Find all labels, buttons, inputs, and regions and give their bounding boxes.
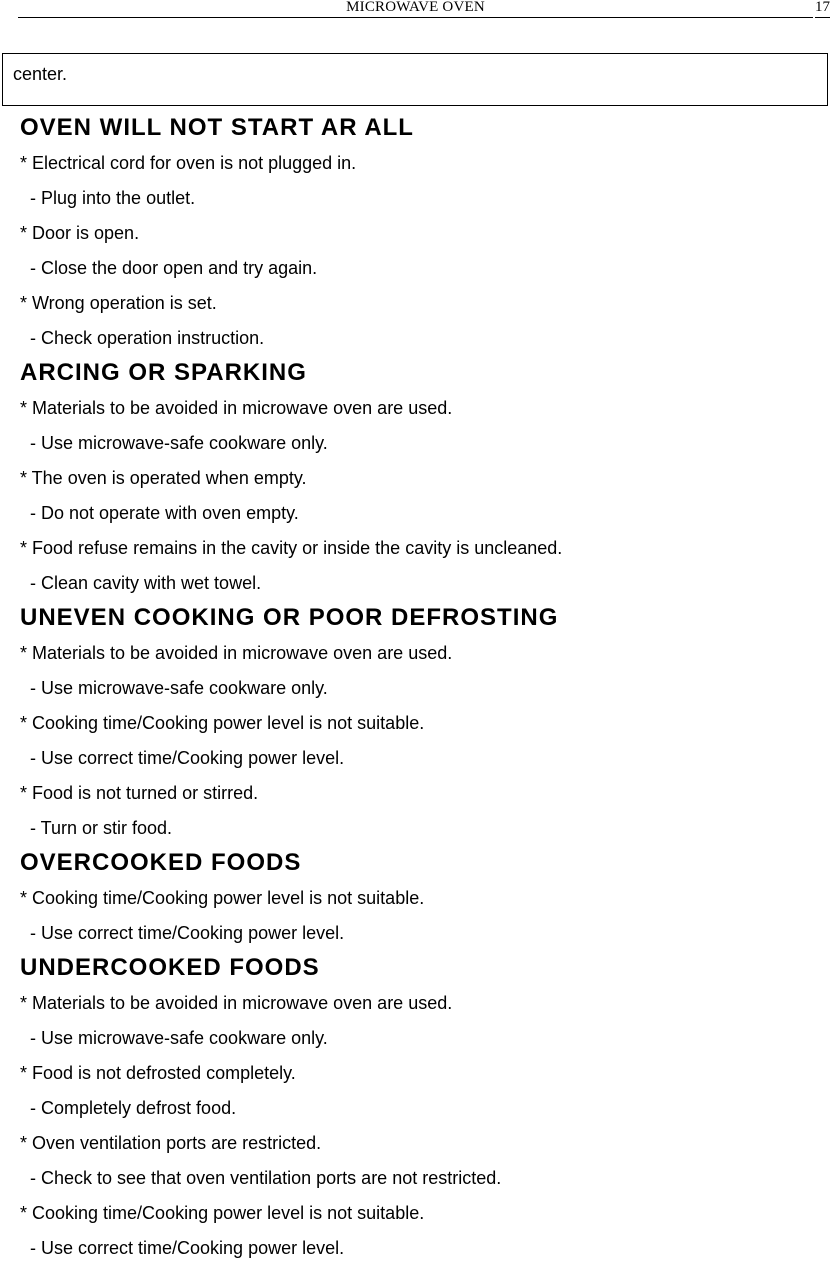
cause-line: * Cooking time/Cooking power level is not suitable. [20, 888, 425, 908]
cause-line: * Materials to be avoided in microwave oven are used. [20, 398, 453, 418]
header-rule-page [815, 17, 830, 18]
remedy-line: - Check operation instruction. [30, 328, 265, 348]
remedy-line: - Check to see that oven ventilation ports are not restricted. [30, 1168, 502, 1188]
remedy-line: - Use microwave-safe cookware only. [30, 433, 328, 453]
cause-line: * Food is not defrosted completely. [20, 1063, 296, 1083]
remedy-line: - Use correct time/Cooking power level. [30, 748, 345, 768]
cause-line: * The oven is operated when empty. [20, 468, 307, 488]
cause-line: * Materials to be avoided in microwave oven are used. [20, 643, 453, 663]
remedy-line: - Use correct time/Cooking power level. [30, 923, 345, 943]
section-heading: UNDERCOOKED FOODS [20, 954, 320, 981]
continuation-text: center. [13, 64, 68, 84]
header-rule [18, 17, 813, 18]
remedy-line: - Clean cavity with wet towel. [30, 573, 262, 593]
remedy-line: - Use microwave-safe cookware only. [30, 1028, 328, 1048]
remedy-line: - Do not operate with oven empty. [30, 503, 299, 523]
remedy-line: - Close the door open and try again. [30, 258, 318, 278]
cause-line: * Electrical cord for oven is not plugged in. [20, 153, 357, 173]
remedy-line: - Plug into the outlet. [30, 188, 196, 208]
remedy-line: - Turn or stir food. [30, 818, 173, 838]
section-heading: OVEN WILL NOT START AR ALL [20, 114, 414, 141]
cause-line: * Wrong operation is set. [20, 293, 217, 313]
continuation-box [2, 53, 828, 106]
cause-line: * Food refuse remains in the cavity or inside the cavity is uncleaned. [20, 538, 563, 558]
section-heading: UNEVEN COOKING OR POOR DEFROSTING [20, 604, 559, 631]
remedy-line: - Use microwave-safe cookware only. [30, 678, 328, 698]
cause-line: * Door is open. [20, 223, 140, 243]
cause-line: * Materials to be avoided in microwave oven are used. [20, 993, 453, 1013]
cause-line: * Cooking time/Cooking power level is not suitable. [20, 713, 425, 733]
section-heading: OVERCOOKED FOODS [20, 849, 302, 876]
page-header [18, 0, 830, 18]
remedy-line: - Use correct time/Cooking power level. [30, 1238, 345, 1258]
cause-line: * Cooking time/Cooking power level is not suitable. [20, 1203, 425, 1223]
troubleshooting-content [20, 113, 820, 1268]
cause-line: * Oven ventilation ports are restricted. [20, 1133, 322, 1153]
section-heading: ARCING OR SPARKING [20, 359, 307, 386]
header-title: MICROWAVE OVEN [346, 0, 485, 15]
cause-line: * Food is not turned or stirred. [20, 783, 259, 803]
remedy-line: - Completely defrost food. [30, 1098, 237, 1118]
page-number: 17 [815, 0, 830, 15]
